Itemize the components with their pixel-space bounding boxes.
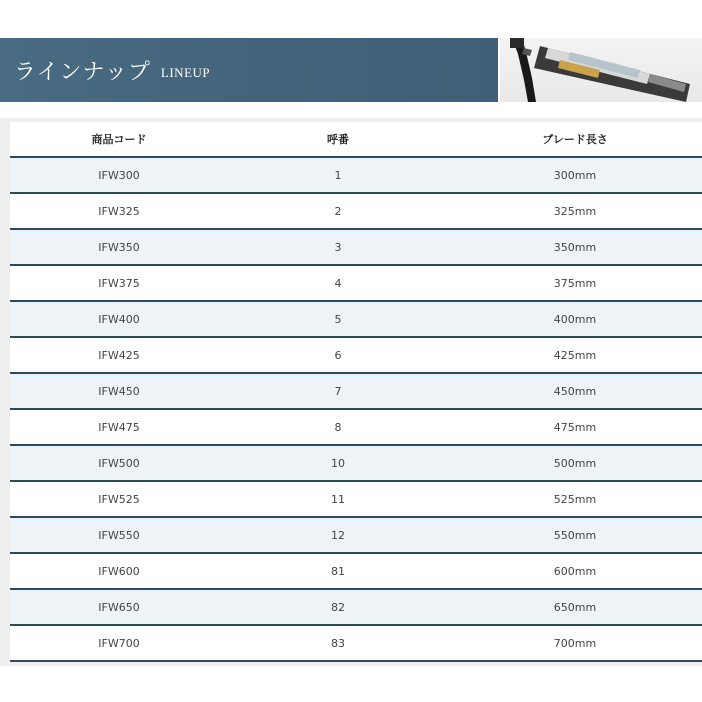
cell-product-code: IFW425 — [10, 337, 228, 373]
cell-blade-length: 400mm — [448, 301, 702, 337]
cell-product-code: IFW325 — [10, 193, 228, 229]
table-row — [10, 553, 702, 589]
cell-product-code: IFW700 — [10, 625, 228, 661]
cell-product-code: IFW300 — [10, 157, 228, 193]
banner-subtitle: LINEUP — [160, 65, 211, 80]
cell-size-number: 81 — [228, 553, 448, 589]
cell-blade-length: 500mm — [448, 445, 702, 481]
table-row — [10, 445, 702, 481]
cell-product-code: IFW350 — [10, 229, 228, 265]
cell-blade-length: 300mm — [448, 157, 702, 193]
cell-size-number: 12 — [228, 517, 448, 553]
cell-product-code: IFW400 — [10, 301, 228, 337]
cell-blade-length: 525mm — [448, 481, 702, 517]
header-blade-length: ブレード長さ — [448, 122, 702, 157]
cell-blade-length: 700mm — [448, 625, 702, 661]
cell-size-number: 8 — [228, 409, 448, 445]
cell-blade-length: 375mm — [448, 265, 702, 301]
cell-size-number: 4 — [228, 265, 448, 301]
cell-blade-length: 600mm — [448, 553, 702, 589]
table-row — [10, 301, 702, 337]
cell-size-number: 1 — [228, 157, 448, 193]
banner-bar — [0, 38, 498, 102]
wiper-product-image — [500, 38, 702, 102]
table-row — [10, 373, 702, 409]
cell-blade-length: 550mm — [448, 517, 702, 553]
cell-product-code: IFW650 — [10, 589, 228, 625]
cell-blade-length: 325mm — [448, 193, 702, 229]
cell-size-number: 3 — [228, 229, 448, 265]
table-row — [10, 229, 702, 265]
cell-size-number: 11 — [228, 481, 448, 517]
cell-product-code: IFW450 — [10, 373, 228, 409]
header-size-number: 呼番 — [228, 122, 448, 157]
cell-size-number: 5 — [228, 301, 448, 337]
lineup-table — [10, 122, 702, 662]
table-row — [10, 265, 702, 301]
table-row — [10, 157, 702, 193]
cell-size-number: 82 — [228, 589, 448, 625]
cell-size-number: 6 — [228, 337, 448, 373]
cell-size-number: 83 — [228, 625, 448, 661]
cell-blade-length: 450mm — [448, 373, 702, 409]
cell-product-code: IFW500 — [10, 445, 228, 481]
cell-product-code: IFW525 — [10, 481, 228, 517]
wiper-blade-package-illustration — [500, 38, 702, 102]
table-row — [10, 409, 702, 445]
cell-size-number: 10 — [228, 445, 448, 481]
cell-blade-length: 650mm — [448, 589, 702, 625]
banner-title: ラインナップ — [14, 59, 151, 85]
table-row — [10, 481, 702, 517]
cell-blade-length: 475mm — [448, 409, 702, 445]
lineup-table-container — [0, 118, 702, 666]
cell-product-code: IFW375 — [10, 265, 228, 301]
lineup-banner — [0, 38, 702, 102]
table-row — [10, 193, 702, 229]
header-product-code: 商品コード — [10, 122, 228, 157]
table-row — [10, 625, 702, 661]
table-header-row — [10, 122, 702, 157]
cell-blade-length: 425mm — [448, 337, 702, 373]
table-row — [10, 337, 702, 373]
cell-product-code: IFW475 — [10, 409, 228, 445]
cell-product-code: IFW600 — [10, 553, 228, 589]
cell-blade-length: 350mm — [448, 229, 702, 265]
table-row — [10, 517, 702, 553]
cell-size-number: 7 — [228, 373, 448, 409]
cell-product-code: IFW550 — [10, 517, 228, 553]
table-row — [10, 589, 702, 625]
cell-size-number: 2 — [228, 193, 448, 229]
